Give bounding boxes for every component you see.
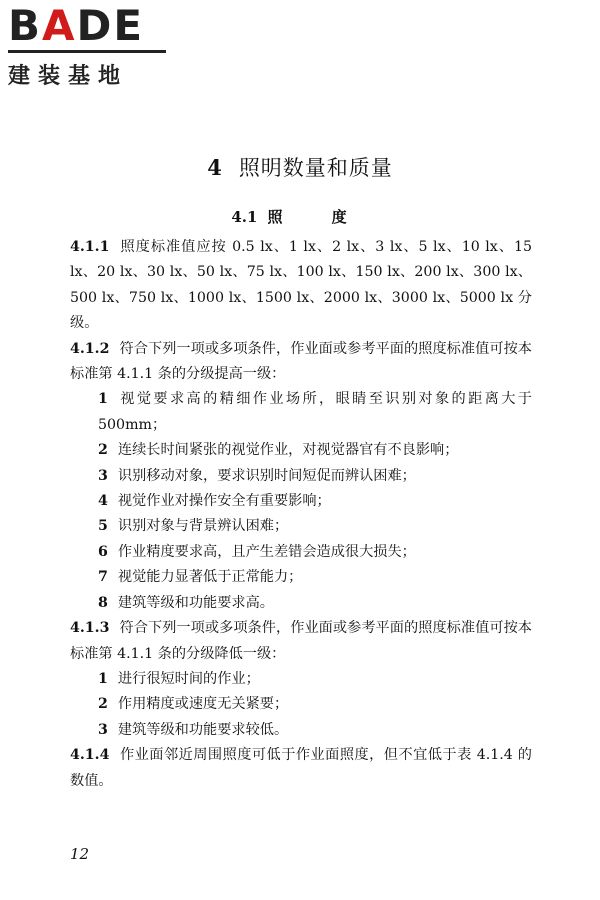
logo-letters-de: DE <box>76 1 145 50</box>
clause-text: 作业面邻近周围照度可低于作业面照度，但不宜低于表 4.1.4 的数值。 <box>70 747 532 789</box>
logo-wordmark <box>8 1 178 50</box>
logo-letter-a: A <box>42 1 77 50</box>
clause-text: 符合下列一项或多项条件，作业面或参考平面的照度标准值可按本标准第 4.1.1 条的分级提高一级： <box>70 340 532 383</box>
section-title <box>0 206 600 227</box>
item-text: 视觉要求高的精细作业场所，眼睛至识别对象的距离大于 500mm； <box>98 391 532 433</box>
logo <box>8 1 178 90</box>
item-number: 1 <box>98 391 108 408</box>
section-name: 照 度 <box>267 208 369 226</box>
item-number: 2 <box>98 442 108 459</box>
item-text: 进行很短时间的作业； <box>117 670 260 687</box>
list-item <box>70 387 532 438</box>
item-text: 连续长时间紧张的视觉作业，对视觉器官有不良影响； <box>117 442 459 459</box>
list-item <box>70 489 532 514</box>
logo-subtitle: 建装基地 <box>8 64 129 89</box>
item-text: 识别移动对象，要求识别时间短促而辨认困难； <box>117 467 416 484</box>
page-body <box>70 235 532 794</box>
chapter-number: 4 <box>207 155 223 180</box>
clause-text: 照度标准值应按 0.5 lx、1 lx、2 lx、3 lx、5 lx、10 lx、15 lx、20 lx、30 lx、50 lx、75 lx、100 lx、150 lx、200 lx、300 lx、500 lx、750 lx、1000 lx、1500 lx、2000 lx、3000 lx、5000 lx 分级。 <box>70 239 532 332</box>
item-number: 3 <box>98 721 108 738</box>
item-text: 识别对象与背景辨认困难； <box>117 518 289 535</box>
list-item <box>70 565 532 590</box>
chapter-title <box>0 152 600 182</box>
list-item <box>70 591 532 616</box>
item-number: 5 <box>98 518 108 535</box>
clause-text: 符合下列一项或多项条件，作业面或参考平面的照度标准值可按本标准第 4.1.1 条的分级降低一级： <box>70 620 532 662</box>
list-item <box>70 540 532 565</box>
item-text: 作业精度要求高，且产生差错会造成很大损失； <box>117 543 416 560</box>
clause-number: 4.1.4 <box>70 747 110 764</box>
list-item <box>70 692 532 717</box>
item-number: 3 <box>98 467 108 484</box>
item-number: 1 <box>98 670 108 687</box>
item-text: 建筑等级和功能要求较低。 <box>117 721 289 738</box>
clause-4-1-4 <box>70 743 532 794</box>
section-number: 4.1 <box>231 208 258 226</box>
list-item <box>70 438 532 463</box>
item-number: 7 <box>98 569 108 586</box>
chapter-name: 照明数量和质量 <box>238 156 393 180</box>
list-item <box>70 667 532 692</box>
item-text: 作用精度或速度无关紧要； <box>117 696 289 713</box>
item-number: 6 <box>98 543 108 560</box>
item-number: 4 <box>98 493 108 510</box>
clause-4-1-2 <box>70 337 532 388</box>
clause-4-1-1 <box>70 235 532 337</box>
clause-number: 4.1.2 <box>70 340 110 357</box>
list-item <box>70 464 532 489</box>
page-number: 12 <box>70 845 90 863</box>
logo-letter-b: B <box>8 1 43 50</box>
logo-rule <box>8 50 166 53</box>
list-item <box>70 718 532 743</box>
item-number: 8 <box>98 594 108 611</box>
item-text: 视觉能力显著低于正常能力； <box>117 569 303 586</box>
item-text: 视觉作业对操作安全有重要影响； <box>117 493 331 510</box>
item-text: 建筑等级和功能要求高。 <box>117 594 274 611</box>
clause-number: 4.1.3 <box>70 620 110 637</box>
item-number: 2 <box>98 696 108 713</box>
clause-4-1-3 <box>70 616 532 667</box>
list-item <box>70 514 532 539</box>
clause-number: 4.1.1 <box>70 239 110 255</box>
